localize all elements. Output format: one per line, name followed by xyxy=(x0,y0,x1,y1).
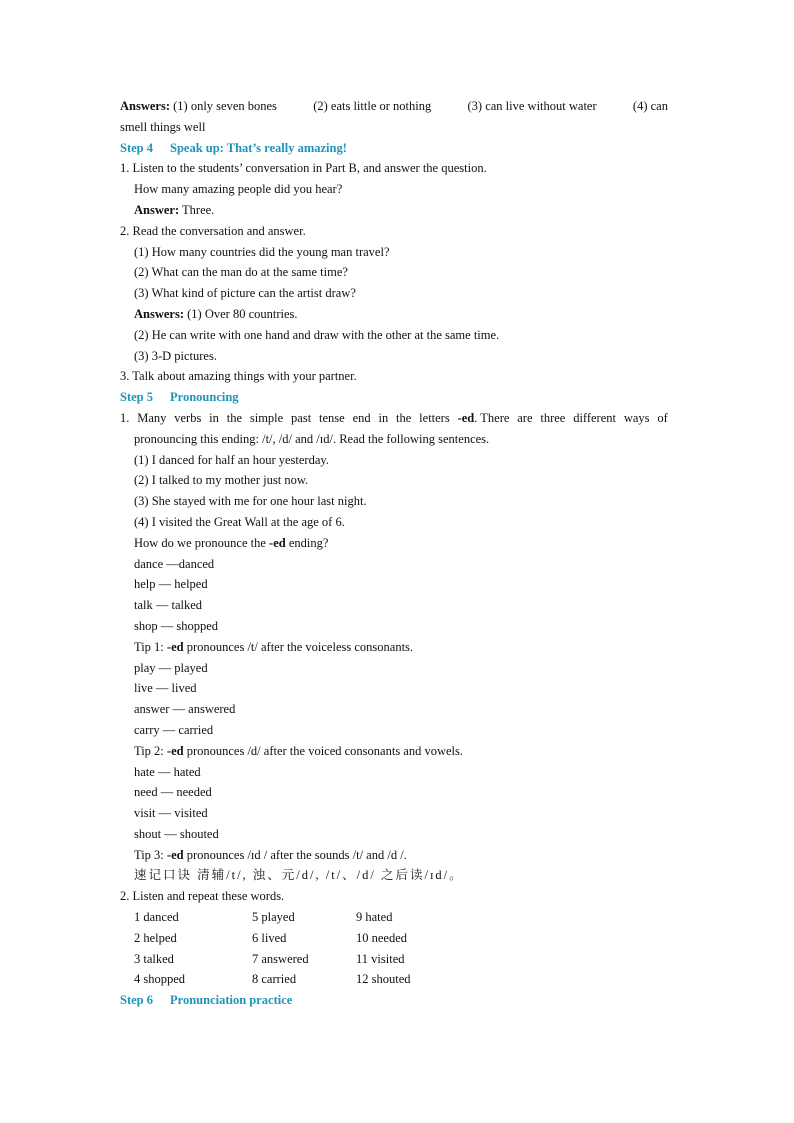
step4-q1-question: How many amazing people did you hear? xyxy=(134,182,343,197)
word-cell: 1 danced xyxy=(134,910,179,925)
text: pronounces /t/ after the voiceless consonants. xyxy=(183,639,414,654)
verb-pair: hate — hated xyxy=(134,764,201,779)
verb-pair: help — helped xyxy=(134,577,208,592)
step5-title: Pronouncing xyxy=(170,390,239,405)
answer-text: (1) Over 80 countries. xyxy=(184,306,298,321)
text: How do we pronounce the xyxy=(134,535,270,550)
word: past xyxy=(291,410,312,425)
word-cell: 8 carried xyxy=(252,972,297,987)
word: Many xyxy=(137,410,167,425)
step4-number: Step 4 xyxy=(120,140,153,155)
answers-label: Answers: xyxy=(120,99,170,113)
word: . There xyxy=(474,410,510,425)
word: verbs xyxy=(174,410,202,425)
word-cell: 6 lived xyxy=(252,930,287,945)
word: are xyxy=(517,410,533,425)
answers-continuation: smell things well xyxy=(120,119,206,134)
document-page xyxy=(120,96,668,1011)
word: simple xyxy=(249,410,284,425)
example-sentence: (4) I visited the Great Wall at the age of 6. xyxy=(134,514,345,529)
step5-number: Step 5 xyxy=(120,390,153,405)
step6-title: Pronunciation practice xyxy=(170,993,293,1008)
mnemonic-line: 速记口诀 清辅/t/, 浊、元/d/, /t/、/d/ 之后读/ɪd/。 xyxy=(134,868,464,883)
step4-question-1: 1. Listen to the students’ conversation in Part B, and answer the question. xyxy=(120,161,487,176)
word: 1. xyxy=(120,410,130,425)
step4-q2-item: (1) How many countries did the young man travel? xyxy=(134,244,390,259)
ed-suffix: -ed xyxy=(166,639,184,654)
tip-3 xyxy=(120,845,668,866)
ed-suffix: -ed xyxy=(269,535,286,550)
answer-item-2: (2) eats little or nothing xyxy=(313,99,432,113)
word-table-row xyxy=(120,949,668,970)
answer-item-3: (3) can live without water xyxy=(467,99,597,113)
text: ending? xyxy=(285,535,329,550)
word-cell: 10 needed xyxy=(356,930,408,945)
word-cell: 9 hated xyxy=(356,910,393,925)
step6-number: Step 6 xyxy=(120,993,153,1008)
word-cell: 5 played xyxy=(252,910,295,925)
answer-item-4: (4) can xyxy=(632,99,668,113)
text: Tip 3: xyxy=(134,847,167,862)
ed-suffix: -ed xyxy=(166,847,184,862)
verb-pair: visit — visited xyxy=(134,806,208,821)
step4-heading xyxy=(120,138,668,159)
word: in xyxy=(209,410,219,425)
verb-pair: live — lived xyxy=(134,681,197,696)
verb-pair: play — played xyxy=(134,660,208,675)
step4-q2-answer: (3) 3-D pictures. xyxy=(134,348,217,363)
word-cell: 12 shouted xyxy=(356,972,411,987)
example-sentence: (3) She stayed with me for one hour last night. xyxy=(134,494,367,509)
step6-heading xyxy=(120,990,668,1011)
tip-1 xyxy=(120,637,668,658)
ed-suffix: -ed xyxy=(166,743,184,758)
word-table-row xyxy=(120,928,668,949)
example-sentence: (2) I talked to my mother just now. xyxy=(134,473,309,488)
step4-q1-answer xyxy=(120,200,668,221)
text: pronounces /d/ after the voiced consonants and vowels. xyxy=(183,743,464,758)
word: different xyxy=(573,410,616,425)
text: Tip 2: xyxy=(134,743,167,758)
example-sentence: (1) I danced for half an hour yesterday. xyxy=(134,452,329,467)
word: letters xyxy=(419,410,450,425)
step4-question-3: 3. Talk about amazing things with your partner. xyxy=(120,369,357,384)
word: of xyxy=(657,410,668,425)
word-cell: 7 answered xyxy=(252,951,309,966)
answers-first xyxy=(120,96,277,117)
answers-label: Answers: xyxy=(134,306,184,321)
verb-pair: dance —danced xyxy=(134,556,215,571)
answers-line xyxy=(120,96,668,117)
verb-pair: answer — answered xyxy=(134,702,236,717)
word-table-row xyxy=(120,969,668,990)
word: the xyxy=(226,410,243,425)
step4-q2-answers xyxy=(120,304,668,325)
verb-pair: shop — shopped xyxy=(134,618,219,633)
word-ed xyxy=(458,408,510,429)
word-cell: 3 talked xyxy=(134,951,174,966)
step5-intro-line1 xyxy=(120,408,668,429)
step4-q2-answer: (2) He can write with one hand and draw with the other at the same time. xyxy=(134,327,500,342)
text: Tip 1: xyxy=(134,639,167,654)
step4-q2-item: (2) What can the man do at the same time? xyxy=(134,265,348,280)
listen-repeat-title: 2. Listen and repeat these words. xyxy=(120,889,285,904)
step4-title: Speak up: That’s really amazing! xyxy=(170,140,347,155)
word-cell: 11 visited xyxy=(356,951,405,966)
word: tense xyxy=(319,410,345,425)
answer-label: Answer: xyxy=(134,202,180,217)
answer-text: Three. xyxy=(179,202,215,217)
word: ways xyxy=(623,410,650,425)
step4-question-2: 2. Read the conversation and answer. xyxy=(120,223,306,238)
answer-item-1: (1) only seven bones xyxy=(173,99,277,113)
verb-pair: shout — shouted xyxy=(134,826,219,841)
tip-2 xyxy=(120,741,668,762)
step5-heading xyxy=(120,387,668,408)
verb-pair: carry — carried xyxy=(134,722,214,737)
word: three xyxy=(540,410,566,425)
word: the xyxy=(396,410,412,425)
step4-q2-item: (3) What kind of picture can the artist draw? xyxy=(134,286,356,301)
how-question xyxy=(120,533,668,554)
word-cell: 2 helped xyxy=(134,930,177,945)
text: pronounces /ɪd / after the sounds /t/ and /d /. xyxy=(183,847,407,862)
word: end xyxy=(352,410,371,425)
verb-pair: need — needed xyxy=(134,785,212,800)
word-table-row xyxy=(120,907,668,928)
step5-intro-line2: pronouncing this ending: /t/, /d/ and /ɪd/. Read the following sentences. xyxy=(134,431,490,446)
verb-pair: talk — talked xyxy=(134,598,203,613)
word-cell: 4 shopped xyxy=(134,972,186,987)
ed-suffix: -ed xyxy=(457,410,475,425)
word: in xyxy=(378,410,389,425)
